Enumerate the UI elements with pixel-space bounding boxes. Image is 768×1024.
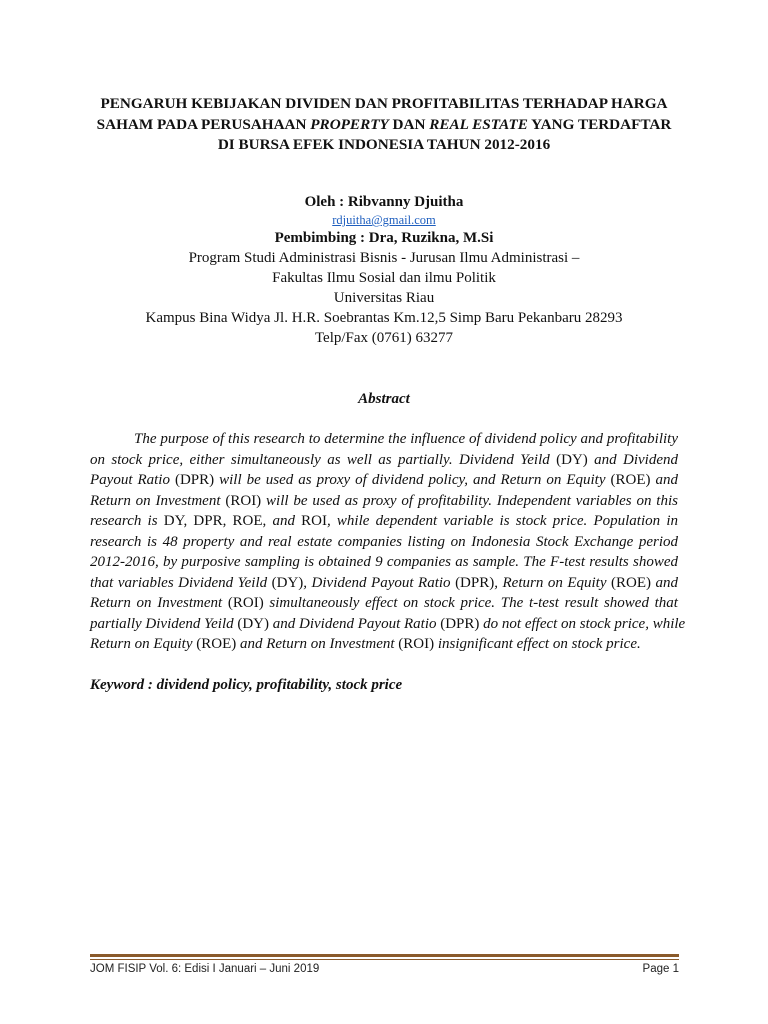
abstract-text: on stock price, either simultaneously as well as partially. Dividend Yeild (90, 451, 557, 468)
abstract-line (90, 573, 678, 594)
abstract-line (90, 532, 678, 553)
abstract-abbrev: DY, DPR, ROE, (163, 513, 267, 529)
abstract-line (90, 614, 686, 635)
abstract-abbrev: (DY) (556, 451, 588, 468)
abstract-text: research is 48 property and real estate companies listing on Indonesia Stock Exchange period (90, 533, 678, 550)
abstract-abbrev: (ROI) (398, 636, 435, 652)
abstract-text: and Dividend (587, 451, 678, 468)
footer-rule (90, 954, 679, 960)
abstract-abbrev: (ROE) (610, 472, 651, 488)
affiliation-university: Universitas Riau (333, 290, 435, 306)
title-line-1: PENGARUH KEBIJAKAN DIVIDEN DAN PROFITABILITAS TERHADAP HARGA (100, 95, 668, 112)
abstract-line (90, 511, 678, 532)
abstract-text: and (266, 513, 302, 529)
phone: Telp/Fax (0761) 63277 (314, 330, 454, 346)
abstract-abbrev: (DPR) (174, 472, 215, 488)
abstract-text: partially Dividend Yeild (90, 615, 238, 632)
abstract-text: Return on Investment (90, 492, 226, 509)
page-number: Page 1 (642, 963, 679, 975)
abstract-text: and Dividend Payout Ratio (269, 615, 441, 632)
abstract-text: and (651, 574, 679, 591)
abstract-text: , Return on Equity (494, 574, 611, 591)
abstract-text: 2012-2016, by purposive sampling is obtained 9 companies as sample. The F-test results showed (90, 554, 678, 570)
abstract-text: insignificant effect on stock price. (434, 636, 641, 652)
abstract-abbrev: (ROE) (611, 574, 651, 591)
abstract-abbrev: (DY) (237, 615, 270, 632)
abstract-line (90, 634, 678, 655)
title-line-3: DI BURSA EFEK INDONESIA TAHUN 2012-2016 (217, 136, 551, 153)
abstract-text: and Return on Investment (236, 636, 399, 652)
abstract-line (90, 450, 678, 471)
paper-title (60, 94, 708, 156)
title-italic-real-estate: REAL ESTATE (429, 115, 528, 133)
abstract-line (90, 552, 678, 573)
abstract-text: that variables Dividend Yeild (90, 574, 272, 591)
abstract-text: , Dividend Payout Ratio (303, 574, 456, 591)
abstract-text: research is (90, 513, 164, 529)
address: Kampus Bina Widya Jl. H.R. Soebrantas Km.12,5 Simp Baru Pekanbaru 28293 (145, 310, 623, 326)
author-email-link[interactable]: rdjuitha@gmail.com (332, 213, 436, 227)
abstract-body (90, 429, 686, 655)
abstract-text: will be used as proxy of dividend policy, and Return on Equity (214, 472, 611, 488)
abstract-text: Return on Investment (90, 595, 228, 611)
abstract-line (90, 470, 678, 491)
keywords: Keyword : dividend policy, profitability, stock price (90, 677, 403, 693)
footer-rule-thin (90, 959, 679, 960)
abstract-abbrev: (ROI) (227, 595, 264, 611)
abstract-abbrev: ROI (301, 513, 327, 529)
abstract-text: Return on Equity (90, 636, 197, 652)
abstract-text: The purpose of this research to determine the influence of dividend policy and profitability (134, 431, 678, 447)
abstract-text: simultaneously effect on stock price. The t-test result showed that (263, 595, 678, 611)
abstract-text: do not effect on stock price, while (479, 615, 686, 632)
author-name: Oleh : Ribvanny Djuitha (304, 194, 464, 210)
title-text: DAN (388, 115, 430, 133)
supervisor: Pembimbing : Dra, Ruzikna, M.Si (274, 230, 494, 246)
title-line-2 (60, 115, 708, 136)
title-text: SAHAM PADA PERUSAHAAN (96, 115, 311, 133)
footer-rule-thick (90, 954, 679, 957)
abstract-line (90, 491, 678, 512)
affiliation-faculty: Fakultas Ilmu Sosial dan ilmu Politik (272, 270, 496, 286)
affiliation-program: Program Studi Administrasi Bisnis - Jurusan Ilmu Administrasi – (188, 250, 580, 266)
abstract-text: , while dependent variable is stock price. Population in (326, 513, 678, 529)
abstract-text: will be used as proxy of profitability. Independent variables on this (261, 492, 678, 509)
abstract-text: Payout Ratio (90, 472, 175, 488)
abstract-abbrev: (ROI) (225, 492, 262, 509)
title-italic-property: PROPERTY (310, 115, 389, 133)
abstract-heading: Abstract (358, 391, 410, 407)
page-footer (90, 963, 679, 975)
abstract-line (90, 429, 678, 450)
abstract-abbrev: (ROE) (196, 636, 237, 652)
abstract-line (90, 593, 678, 614)
journal-info: JOM FISIP Vol. 6: Edisi I Januari – Juni 2019 (90, 963, 320, 975)
title-text: YANG TERDAFTAR (527, 115, 672, 133)
abstract-abbrev: (DPR) (440, 615, 480, 632)
abstract-abbrev: (DY) (271, 574, 304, 591)
abstract-text: and (650, 472, 678, 488)
abstract-abbrev: (DPR) (455, 574, 495, 591)
author-block (40, 192, 728, 348)
